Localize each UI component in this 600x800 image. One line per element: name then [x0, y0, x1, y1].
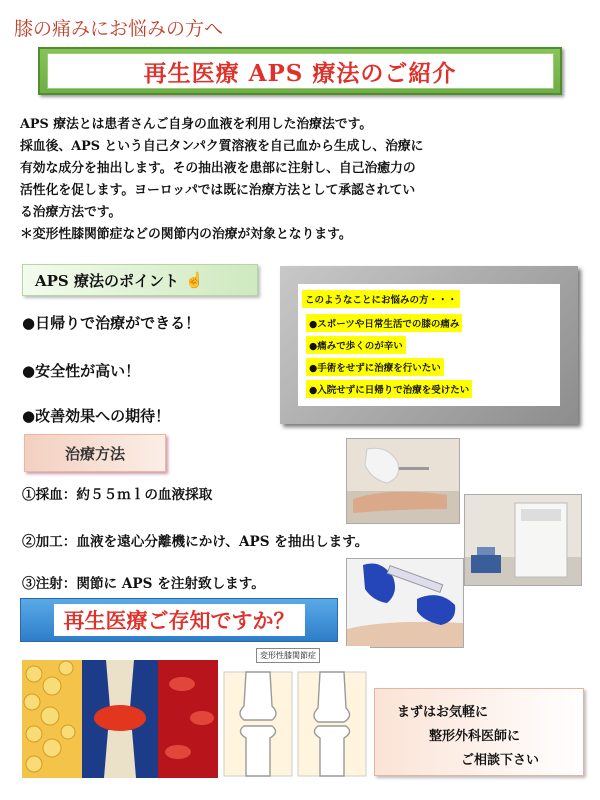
consult-line: 整形外科医師に — [429, 729, 521, 744]
method-step: ②加工：血液を遠心分離機にかけ、APS を抽出します。 — [22, 534, 369, 550]
intro-line: 活性化を促します。ヨーロッパでは既に治療方法として承認されてい — [20, 183, 416, 198]
diagram-label: 変形性膝関節症 — [256, 648, 320, 663]
intro-line: APS 療法とは患者さんご自身の血液を利用した治療法です。 — [20, 117, 373, 132]
concern-item: ●入院せずに日帰りで治療を受けたい — [306, 380, 472, 398]
knee-osteoarthritis-diagram — [220, 646, 370, 778]
concerns-frame — [280, 266, 578, 424]
centrifuge-photo — [464, 494, 582, 586]
point-item: ●安全性が高い！ — [22, 362, 141, 380]
concern-item: ●手術をせずに治療を行いたい — [306, 358, 444, 376]
question-text: 再生医療ご存知ですか？ — [54, 604, 305, 636]
consult-box — [374, 688, 584, 776]
concern-item: ●痛みで歩くのが辛い — [306, 336, 406, 354]
concern-item: ●スポーツや日常生活での膝の痛み — [306, 314, 462, 332]
concerns-title: このようなことにお悩みの方・・・ — [302, 290, 460, 308]
pointing-hand-icon: ☝ — [184, 271, 204, 289]
method-heading: 治療方法 — [24, 434, 166, 472]
point-item: ●改善効果への期待！ — [22, 407, 171, 425]
method-step: ①採血：約５５ｍｌの血液採取 — [22, 487, 213, 503]
intro-line: 採血後、APS という自己タンパク質溶液を自己血から生成し、治療に — [20, 139, 424, 154]
point-item: ●日帰りで治療ができる！ — [22, 314, 201, 332]
method-step: ③注射：関節に APS を注射致します。 — [22, 576, 265, 592]
intro-line: る治療方法です。 — [20, 205, 122, 220]
title-banner — [38, 47, 562, 95]
consult-line: ご相談下さい — [461, 753, 540, 768]
concerns-panel — [298, 284, 560, 406]
points-heading: APS 療法のポイント — [35, 271, 179, 290]
consult-line: まずはお気軽に — [397, 705, 489, 720]
intro-text — [20, 114, 580, 246]
question-banner — [20, 598, 338, 642]
points-heading-tab — [22, 264, 258, 296]
injection-photo — [346, 558, 464, 648]
knee-cells-illustration — [22, 660, 218, 778]
blood-draw-photo — [346, 438, 460, 524]
intro-line: 有効な成分を抽出します。その抽出液を患部に注射し、自己治癒力の — [20, 161, 416, 176]
intro-line: ＊変形性膝関節症などの関節内の治療が対象となります。 — [20, 227, 352, 242]
tagline: 膝の痛みにお悩みの方へ — [14, 18, 224, 40]
page-title: 再生医療 APS 療法のご紹介 — [47, 53, 554, 89]
